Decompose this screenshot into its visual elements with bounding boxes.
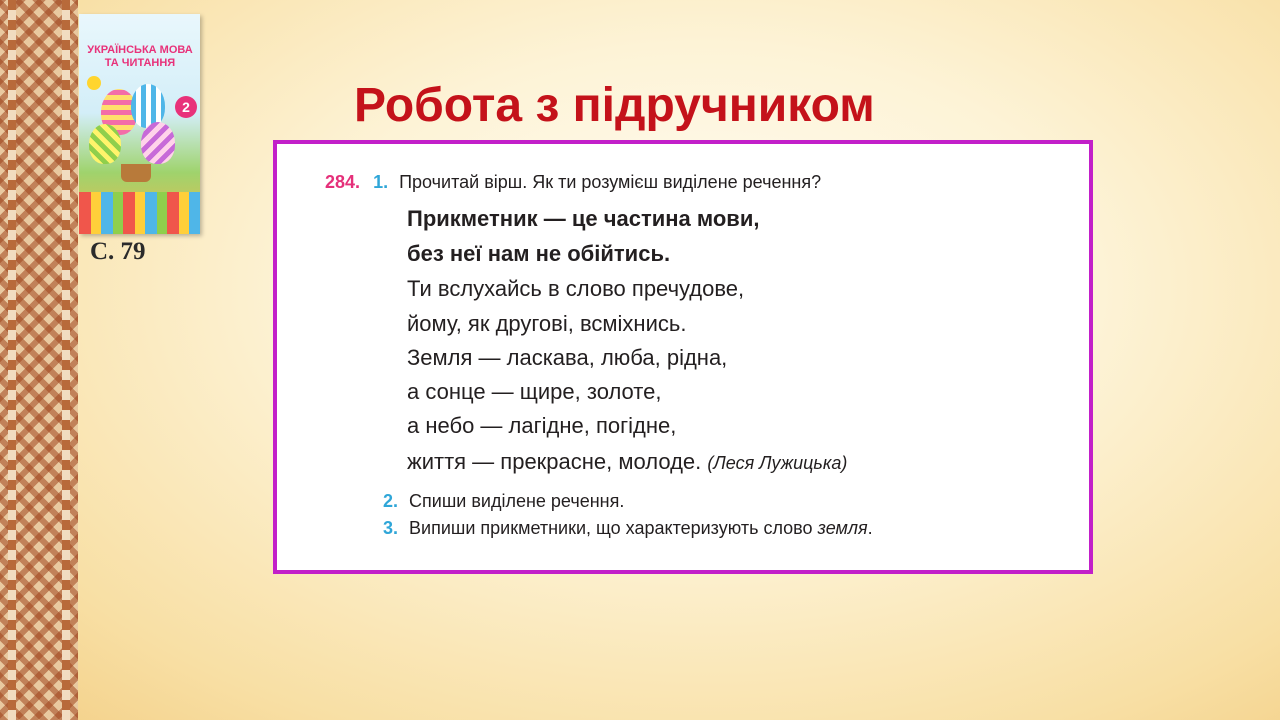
- page-reference: С. 79: [90, 238, 146, 265]
- task-3-text: Випиши прикметники, що характеризують слово: [409, 518, 818, 538]
- poem-line-bold: без неї нам не обійтись.: [407, 241, 671, 266]
- task-1-text: Прочитай вірш. Як ти розумієш виділене речення?: [399, 172, 822, 192]
- poem-author: (Леся Лужицька): [707, 453, 848, 473]
- poem-line: Земля — ласкава, люба, рідна,: [407, 345, 728, 370]
- poem-line: йому, як другові, всміхнись.: [407, 311, 687, 336]
- task-1-number: 1.: [373, 172, 389, 192]
- poem-line-bold: Прикметник — це частина мови,: [407, 206, 760, 231]
- task-2-row: [383, 491, 624, 512]
- task-3-keyword: земля: [817, 518, 868, 538]
- task-3-number: 3.: [383, 518, 399, 538]
- folk-ornament-border: [0, 0, 78, 720]
- slide-title: Робота з підручником: [354, 79, 875, 132]
- poem-line-last: [407, 449, 847, 475]
- task-2-text: Спиши виділене речення.: [409, 491, 625, 511]
- task-2-number: 2.: [383, 491, 399, 511]
- poem-line: а сонце — щире, золоте,: [407, 379, 662, 404]
- poem-line: Ти вслухайсь в слово пречудове,: [407, 276, 745, 301]
- textbook-title: УКРАЇНСЬКА МОВА ТА ЧИТАННЯ: [87, 44, 193, 69]
- decorated-egg-icon: [89, 124, 121, 164]
- poem-line: життя — прекрасне, молоде.: [407, 449, 702, 474]
- task-1-row: [325, 172, 821, 193]
- task-3-period: .: [867, 518, 873, 538]
- textbook-cover: [79, 14, 200, 234]
- balloon-basket-icon: [121, 164, 151, 182]
- grade-badge: 2: [175, 96, 197, 118]
- town-illustration: [79, 192, 200, 234]
- exercise-number: 284.: [325, 172, 361, 192]
- exercise-panel: [273, 140, 1093, 574]
- poem-line: а небо — лагідне, погідне,: [407, 413, 677, 438]
- task-3-row: [383, 518, 873, 539]
- decorated-egg-icon: [141, 122, 175, 164]
- sun-icon: [87, 76, 101, 90]
